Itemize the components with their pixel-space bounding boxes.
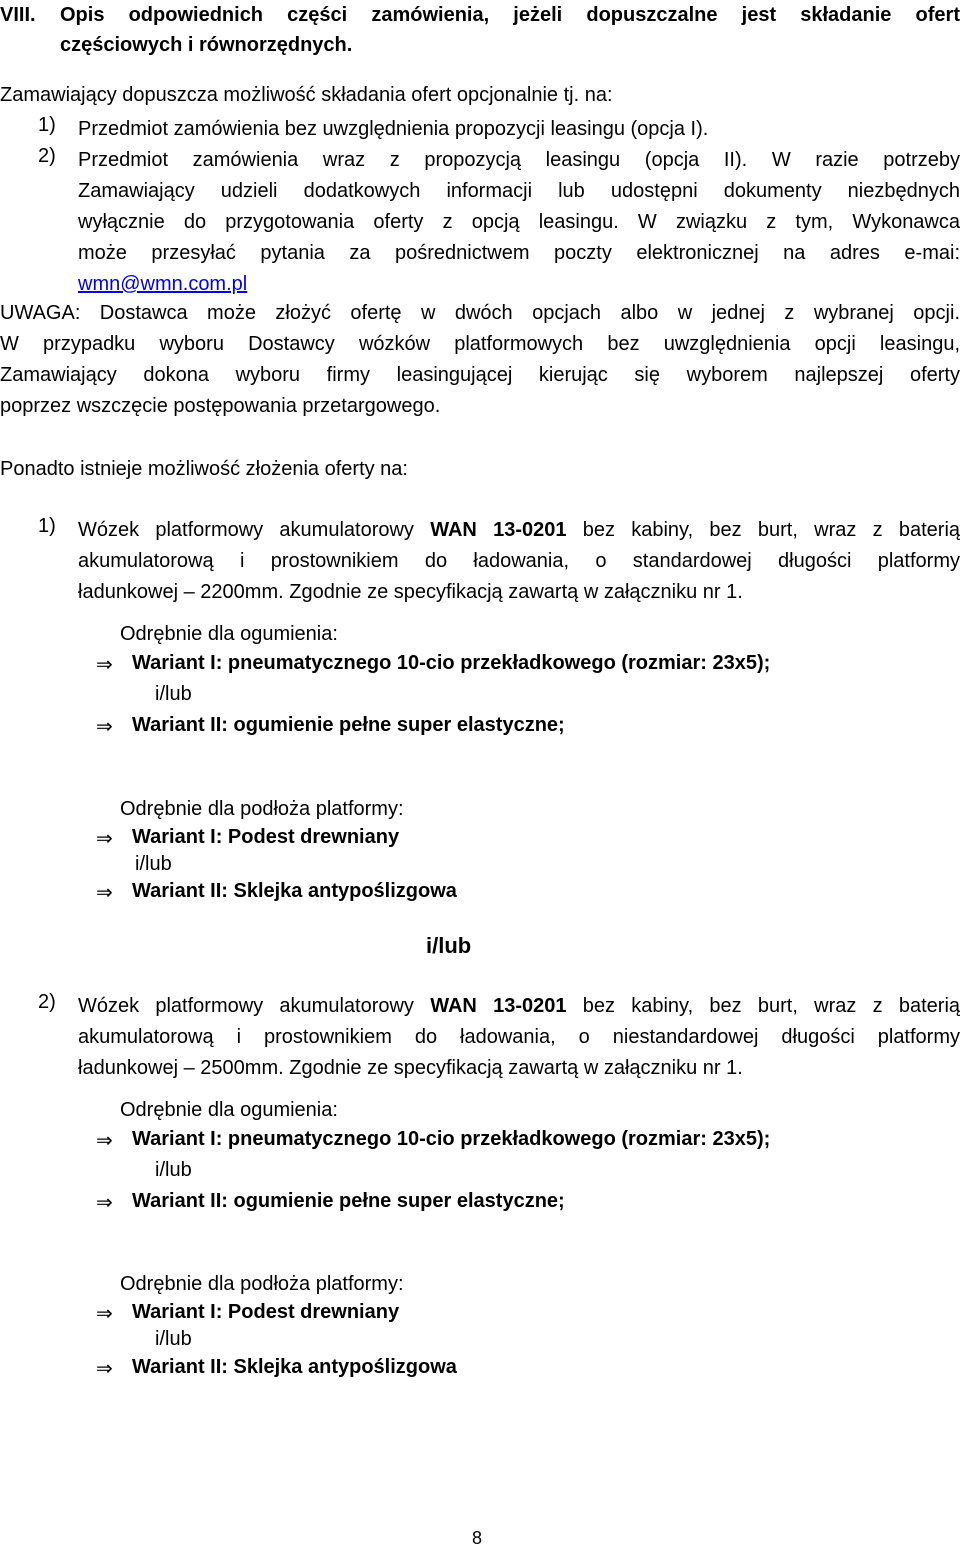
email-link[interactable]: wmn@wmn.com.pl	[78, 273, 248, 295]
arrow-icon: ⇒	[96, 1130, 113, 1152]
item-1-floor-label: Odrębnie dla podłoża platformy:	[120, 798, 404, 820]
item-1-floor-or: i/lub	[135, 853, 172, 875]
arrow-icon: ⇒	[96, 716, 113, 738]
item-1-tyres-or: i/lub	[155, 683, 192, 705]
item-1-tyres-variant-2: Wariant II: ogumienie pełne super elastyczne;	[132, 714, 565, 736]
arrow-icon: ⇒	[96, 1192, 113, 1214]
item-1-line1: Wózek platformowy akumulatorowy WAN 13-0201 bez kabiny, bez burt, wraz z baterią	[78, 519, 960, 541]
uwaga-paragraph	[0, 298, 960, 422]
item-2-line3: ładunkowej – 2500mm. Zgodnie ze specyfikacją zawartą w załączniku nr 1.	[78, 1057, 743, 1079]
item-2-model: WAN 13-0201	[430, 995, 567, 1017]
item-1-number: 1)	[38, 515, 56, 537]
item-2-floor-label: Odrębnie dla podłoża platformy:	[120, 1273, 404, 1295]
intro-text: Zamawiający dopuszcza możliwość składania ofert opcjonalnie tj. na:	[0, 84, 613, 106]
item-1-line3: ładunkowej – 2200mm. Zgodnie ze specyfikacją zawartą w załączniku nr 1.	[78, 581, 743, 603]
item-2-floor-variant-1: Wariant I: Podest drewniany	[132, 1301, 400, 1323]
option-2-line1: Przedmiot zamówienia wraz z propozycją leasingu (opcja II). W razie potrzeby	[78, 149, 960, 171]
item-2-tyres-or: i/lub	[155, 1159, 192, 1181]
item-1-model: WAN 13-0201	[430, 519, 567, 541]
ponadto-text: Ponadto istnieje możliwość złożenia oferty na:	[0, 458, 408, 480]
option-2-line4: może przesyłać pytania za pośrednictwem poczty elektronicznej na adres e-mai:	[78, 242, 960, 264]
page-number: 8	[472, 1528, 483, 1548]
item-1-floor-variant-1: Wariant I: Podest drewniany	[132, 826, 400, 848]
option-1-number: 1)	[38, 114, 56, 136]
uwaga-line2: W przypadku wyboru Dostawcy wózków platformowych bez uwzględnienia opcji leasingu,	[0, 333, 960, 355]
arrow-icon: ⇒	[96, 654, 113, 676]
arrow-icon: ⇒	[96, 882, 113, 904]
item-1-tyres-variant-1: Wariant I: pneumatycznego 10-cio przekładkowego (rozmiar: 23x5);	[132, 652, 771, 674]
arrow-icon: ⇒	[96, 1358, 113, 1380]
section-title-line1: Opis odpowiednich części zamówienia, jeżeli dopuszczalne jest składanie ofert	[60, 4, 960, 26]
item-2-floor-or: i/lub	[155, 1328, 192, 1350]
option-2-line3: wyłącznie do przygotowania oferty z opcją leasingu. W związku z tym, Wykonawca	[78, 211, 960, 233]
uwaga-line4: poprzez wszczęcie postępowania przetargowego.	[0, 395, 441, 417]
item-2-tyres-label: Odrębnie dla ogumienia:	[120, 1099, 338, 1121]
item-2-line1: Wózek platformowy akumulatorowy WAN 13-0201 bez kabiny, bez burt, wraz z baterią	[78, 995, 960, 1017]
item-2-number: 2)	[38, 991, 56, 1013]
section-title-line2: częściowych i równorzędnych.	[60, 34, 353, 56]
section-number: VIII.	[0, 4, 36, 26]
option-1-text: Przedmiot zamówienia bez uwzględnienia propozycji leasingu (opcja I).	[78, 118, 709, 140]
arrow-icon: ⇒	[96, 828, 113, 850]
item-2-tyres-variant-2: Wariant II: ogumienie pełne super elastyczne;	[132, 1190, 565, 1212]
items-or-separator: i/lub	[426, 933, 472, 958]
item-2-tyres-variant-1: Wariant I: pneumatycznego 10-cio przekładkowego (rozmiar: 23x5);	[132, 1128, 771, 1150]
uwaga-line1: UWAGA: Dostawca może złożyć ofertę w dwóch opcjach albo w jednej z wybranej opcji.	[0, 302, 960, 324]
option-2-line2: Zamawiający udzieli dodatkowych informacji lub udostępni dokumenty niezbędnych	[78, 180, 960, 202]
item-1-line2: akumulatorową i prostownikiem do ładowania, o standardowej długości platformy	[78, 550, 960, 572]
item-1-floor-variant-2: Wariant II: Sklejka antypoślizgowa	[132, 880, 457, 902]
option-2-number: 2)	[38, 145, 56, 167]
item-1-tyres-label: Odrębnie dla ogumienia:	[120, 623, 338, 645]
uwaga-line3: Zamawiający dokona wyboru firmy leasingującej kierując się wyborem najlepszej oferty	[0, 364, 960, 386]
item-2-floor-variant-2: Wariant II: Sklejka antypoślizgowa	[132, 1356, 457, 1378]
item-2-line2: akumulatorową i prostownikiem do ładowania, o niestandardowej długości platformy	[78, 1026, 960, 1048]
arrow-icon: ⇒	[96, 1303, 113, 1325]
